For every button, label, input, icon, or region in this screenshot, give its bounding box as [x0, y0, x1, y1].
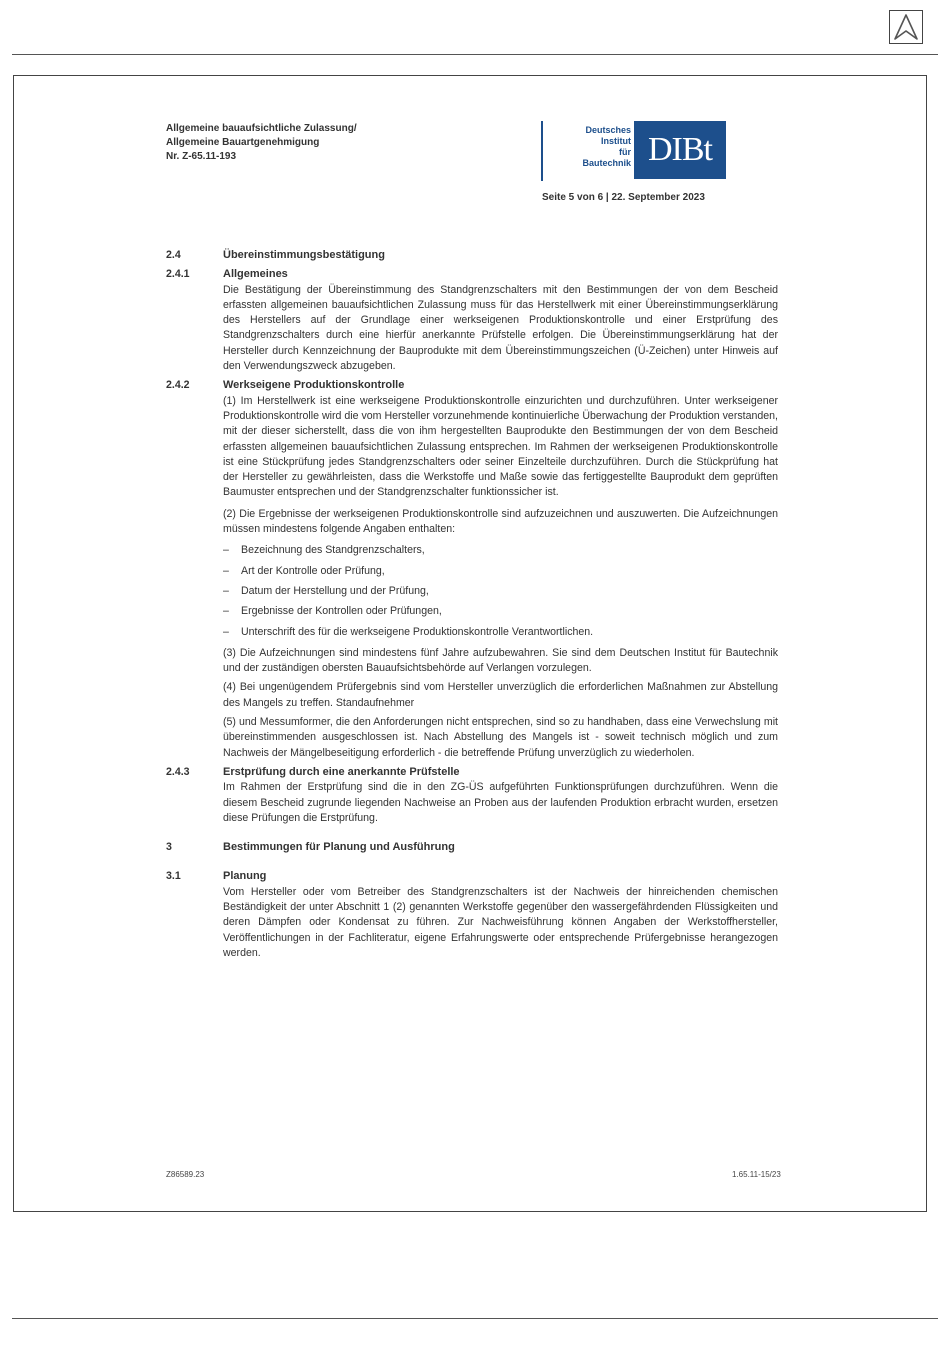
header-line-1: Allgemeine bauaufsichtliche Zulassung/	[166, 123, 357, 134]
section-heading	[166, 869, 778, 884]
section-number: 2.4.2	[166, 379, 190, 392]
document-body	[166, 248, 778, 961]
section-heading	[166, 840, 778, 855]
header-line-3: Nr. Z-65.11-193	[166, 151, 237, 162]
logo-text-line: für	[619, 147, 631, 157]
list-item-text: Art der Kontrolle oder Prüfung,	[241, 564, 385, 577]
list-item: – Datum der Herstellung und der Prüfung,	[223, 584, 778, 599]
footer-left: Z86589.23	[166, 1170, 205, 1179]
list-item-text: Bezeichnung des Standgrenzschalters,	[241, 544, 425, 557]
section-number: 2.4	[166, 249, 181, 261]
section-title: Allgemeines	[223, 268, 288, 281]
list-item: – Unterschrift des für die werkseigene Produktionskontrolle Verantwortlichen.	[223, 625, 778, 640]
paragraph: (5) und Messumformer, die den Anforderungen nicht entsprechen, sind so zu handhaben, dass eine Verwechslung mit übereinstimmenden ausgeschlossen ist. Nach Abstellung des Mangels ist - soweit technisch möglich und zum Nachweis der Mängelbeseitigung erforderlich - die betreffende Prüfung unverzüglich zu wiederholen.	[223, 716, 778, 759]
section-title: Erstprüfung durch eine anerkannte Prüfstelle	[223, 765, 460, 778]
list-item: – Art der Kontrolle oder Prüfung,	[223, 564, 778, 579]
page-info: Seite 5 von 6 | 22. September 2023	[542, 192, 705, 203]
logo-mark: DIBt	[634, 121, 726, 179]
top-divider	[12, 54, 938, 55]
paragraph: (2) Die Ergebnisse der werkseigenen Produktionskontrolle sind aufzuzeichnen und auszuwerten. Die Aufzeichnungen müssen mindestens folgende Angaben enthalten:	[223, 507, 778, 536]
section-number: 3.1	[166, 870, 181, 883]
section-number: 3	[166, 841, 172, 854]
section-number: 2.4.3	[166, 765, 190, 778]
list-item-text: Ergebnisse der Kontrollen oder Prüfungen,	[241, 605, 442, 618]
list-item: – Bezeichnung des Standgrenzschalters,	[223, 543, 778, 558]
section-heading	[166, 378, 778, 393]
paragraph: Vom Hersteller oder vom Betreiber des Standgrenzschalters ist der Nachweis der hinreichenden chemischen Beständigkeit der unter Abschnitt 1 (2) genannten Werkstoffe gegenüber den wassergefährdenden Flüssigkeiten und deren Dämpfen oder Kondensat zu führen. Zur Nachweisführung können Angaben der Werkstoffhersteller, Veröffentlichungen in der Fachliteratur, eigene Erfahrungswerte oder entsprechende Prüfergebnisse herangezogen werden.	[223, 885, 778, 959]
logo-text-line: Institut	[601, 136, 631, 146]
section-title: Bestimmungen für Planung und Ausführung	[223, 841, 455, 854]
footer-right: 1.65.11-15/23	[732, 1170, 781, 1179]
section-number: 2.4.1	[166, 268, 190, 281]
paragraph: (3) Die Aufzeichnungen sind mindestens fünf Jahre aufzubewahren. Sie sind dem Deutschen Institut für Bautechnik und der zuständigen obersten Bauaufsichtsbehörde auf Verlangen vorzulegen.	[223, 646, 778, 675]
section-heading	[166, 267, 778, 282]
list-item-text: Datum der Herstellung und der Prüfung,	[241, 584, 429, 597]
paragraph: (4) Bei ungenügendem Prüfergebnis sind vom Hersteller unverzüglich die erforderlichen Maßnahmen zur Abstellung des Mangels zu treffen. Standaufnehmer	[223, 681, 778, 709]
section-title: Übereinstimmungsbestätigung	[223, 249, 385, 261]
paragraph: Im Rahmen der Erstprüfung sind die in den ZG-ÜS aufgeführten Funktionsprüfungen durchzuführen. Wenn die diesem Bescheid zugrunde liegenden Nachweise an Proben aus der laufenden Produktion erbracht wurden, ersetzen diese Prüfungen die Erstprüfung.	[223, 781, 778, 824]
section-title: Planung	[223, 870, 267, 883]
paragraph: Die Bestätigung der Übereinstimmung des Standgrenzschalters mit den Bestimmungen der von dem Bescheid erfassten allgemeinen bauaufsichtlichen Zulassung muss für das Herstellwerk mit einer Übereinstimmungserklärung des Herstellers auf der Grundlage einer werkseigenen Produktionskontrolle und einer Erstprüfung des Standgrenzschalters durch eine hierfür anerkannte Prüfstelle erfolgen. Die Übereinstimmungserklärung hat der Hersteller durch Kennzeichnung der Bauprodukte mit dem Übereinstimmungszeichen (Ü-Zeichen) unter Hinweis auf den Verwendungszweck abzugeben.	[223, 283, 778, 373]
bottom-divider	[12, 1318, 938, 1319]
logo-text-line: Deutsches	[585, 125, 631, 135]
document-header	[166, 122, 357, 164]
logo-divider	[541, 121, 543, 181]
logo-text	[551, 125, 631, 169]
list-item-text: Unterschrift des für die werkseigene Produktionskontrolle Verantwortlichen.	[241, 625, 594, 638]
header-line-2: Allgemeine Bauartgenehmigung	[166, 137, 320, 148]
section-title: Werkseigene Produktionskontrolle	[223, 379, 405, 392]
list-item: – Ergebnisse der Kontrollen oder Prüfungen,	[223, 604, 778, 619]
app-logo-icon	[889, 10, 923, 44]
section-heading	[166, 765, 778, 780]
logo-text-line: Bautechnik	[582, 158, 631, 168]
section-heading	[166, 248, 778, 263]
paragraph: (1) Im Herstellwerk ist eine werkseigene Produktionskontrolle einzurichten und durchzuführen. Unter werkseigener Produktionskontrolle wird die vom Hersteller vorzunehmende kontinuierliche Überwachung der Produktion verstanden, mit der dieser sicherstellt, dass die von ihm hergestellten Bauprodukte den Bestimmungen der von dem Bescheid erfassten allgemeinen bauaufsichtlichen Zulassung entsprechen. Im Rahmen der werkseigenen Produktionskontrolle ist eine Stückprüfung jedes Standgrenzschalters oder seiner Einzelteile durchzuführen. Durch die Stückprüfung hat der Hersteller zu gewährleisten, dass die Werkstoffe und Maße sowie das fertiggestellte Bauprodukt dem geprüften Baumuster entsprechen und der Standgrenzschalter funktionssicher ist.	[223, 394, 778, 499]
